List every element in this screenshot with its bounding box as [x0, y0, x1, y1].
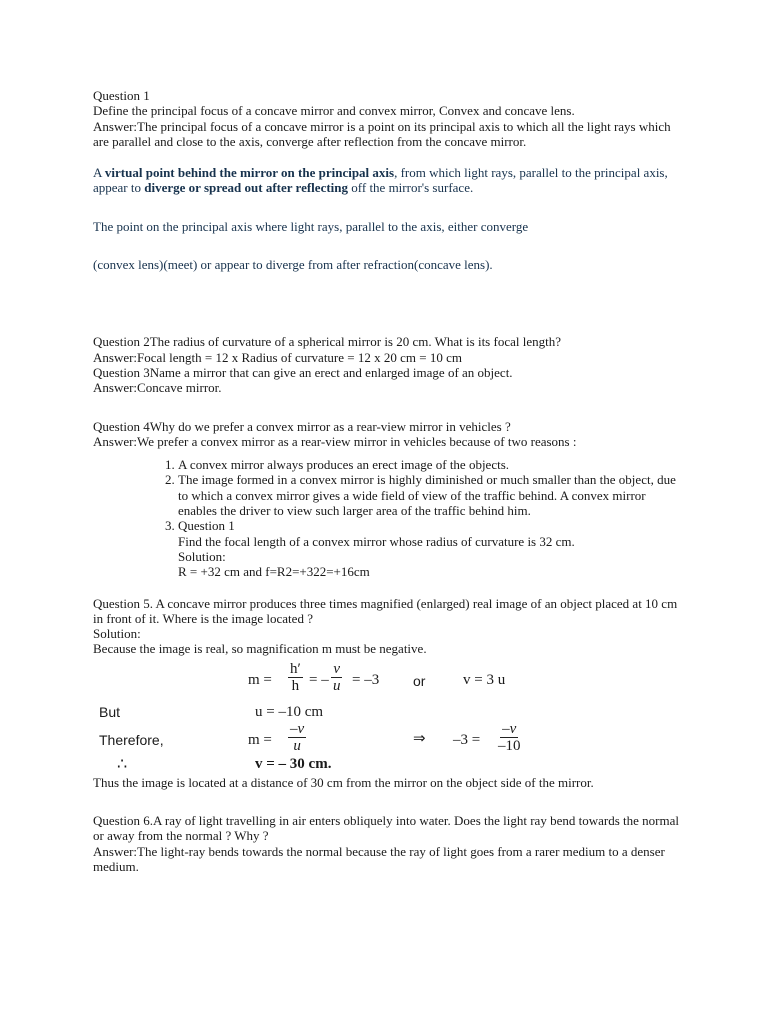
math-fraction-neg-v-u: $\frac{-v}{u}$ — [290, 720, 305, 754]
q4-reasons-list — [93, 457, 683, 579]
math-u-eq: u = –10 cm — [255, 703, 324, 720]
list-item: 1. A convex mirror always produces an erect image of the objects. — [178, 457, 683, 472]
q6-answer: Answer:The light-ray bends towards the normal because the ray of light goes from a rarer medium to a denser medium. — [93, 843, 665, 874]
q5-thus: Thus the image is located at a distance of 30 cm from the mirror on the object side of the mirror. — [93, 774, 594, 790]
math-v-eq-3u: v = 3 u — [463, 671, 506, 688]
math-neg3-eq: –3 = — [453, 731, 481, 748]
q2-answer: Answer:Focal length = 12 x Radius of curvature = 12 x 20 cm = 10 cm — [93, 349, 462, 365]
q4-answer: Answer:We prefer a convex mirror as a rear-view mirror in vehicles because of two reasons : — [93, 433, 577, 449]
q1-lens-line-1: The point on the principal axis where light rays, parallel to the axis, either converge — [93, 218, 529, 234]
math-eq-neg3: = –3 — [352, 671, 380, 688]
q5-solution-label: Solution: — [93, 626, 141, 642]
math-eq-minus: = – — [309, 671, 329, 688]
math-result: v = – 30 cm. — [255, 755, 332, 772]
q1-answer: Answer:The principal focus of a concave mirror is a point on its principal axis to which all the light rays which are parallel and close to the axis, converge after reflection from the concave mirror. — [93, 118, 671, 149]
bold-phrase: virtual point behind the mirror on the principal axis — [104, 165, 395, 181]
list-item — [178, 518, 683, 579]
q1-lens-line-2: (convex lens)(meet) or appear to diverge from after refraction(concave lens). — [93, 257, 493, 273]
math-or: or — [413, 672, 426, 689]
math-therefore-label: Therefore, — [99, 731, 164, 748]
bold-phrase: diverge or spread out after reflecting — [144, 180, 349, 196]
sub-solution: R = +32 cm and f=R2=+322=+16cm — [178, 564, 370, 580]
q6-question: Question 6.A ray of light travelling in air enters obliquely into water. Does the light ray bend towards the normal or away from the normal ? Why ? — [93, 813, 679, 844]
q1-heading: Question 1 — [93, 88, 150, 103]
q3-question: Question 3Name a mirror that can give an erect and enlarged image of an object. — [93, 364, 513, 380]
document-body — [93, 88, 683, 874]
sub-question-text: Find the focal length of a convex mirror whose radius of curvature is 32 cm. — [178, 533, 575, 549]
math-m-eq: m = — [248, 671, 272, 688]
list-item: 2. The image formed in a convex mirror is highly diminished or much smaller than the object, due to which a convex mirror gives a wide field of view of the traffic behind. A convex mirror enables the driver to view such larger area of the traffic behind him. — [178, 472, 683, 518]
math-fraction-neg-v-neg10: $\frac{-v}{-10}$ — [498, 720, 521, 754]
math-fraction-h: $\frac{h'}{h}$ — [290, 660, 301, 694]
math-implies: ⇒ — [413, 730, 426, 747]
q1-convex-mirror-definition: A virtual point behind the mirror on the principal axis, from which light rays, parallel to the principal axis, appear to diverge or spread out after reflecting off the mirror's surface. — [93, 165, 668, 196]
q5-because: Because the image is real, so magnification m must be negative. — [93, 641, 427, 657]
math-m-eq-2: m = — [248, 731, 272, 748]
q2-question: Question 2The radius of curvature of a spherical mirror is 20 cm. What is its focal length? — [93, 334, 561, 350]
sub-solution-label: Solution: — [178, 548, 226, 564]
sub-question-heading: 3. Question 1 — [178, 518, 235, 534]
therefore-symbol: ∴ — [117, 755, 128, 773]
math-but: But — [99, 703, 121, 720]
math-fraction-vu: $\frac{v}{u}$ — [333, 660, 341, 694]
q5-equation-block — [93, 661, 683, 769]
q3-answer: Answer:Concave mirror. — [93, 380, 222, 396]
q5-question: Question 5. A concave mirror produces three times magnified (enlarged) real image of an object placed at 10 cm in front of it. Where is the image located ? — [93, 595, 678, 626]
q4-question: Question 4Why do we prefer a convex mirror as a rear-view mirror in vehicles ? — [93, 418, 511, 434]
q5-result-row — [93, 755, 683, 775]
q1-question: Define the principal focus of a concave mirror and convex mirror, Convex and concave lens. — [93, 103, 575, 119]
